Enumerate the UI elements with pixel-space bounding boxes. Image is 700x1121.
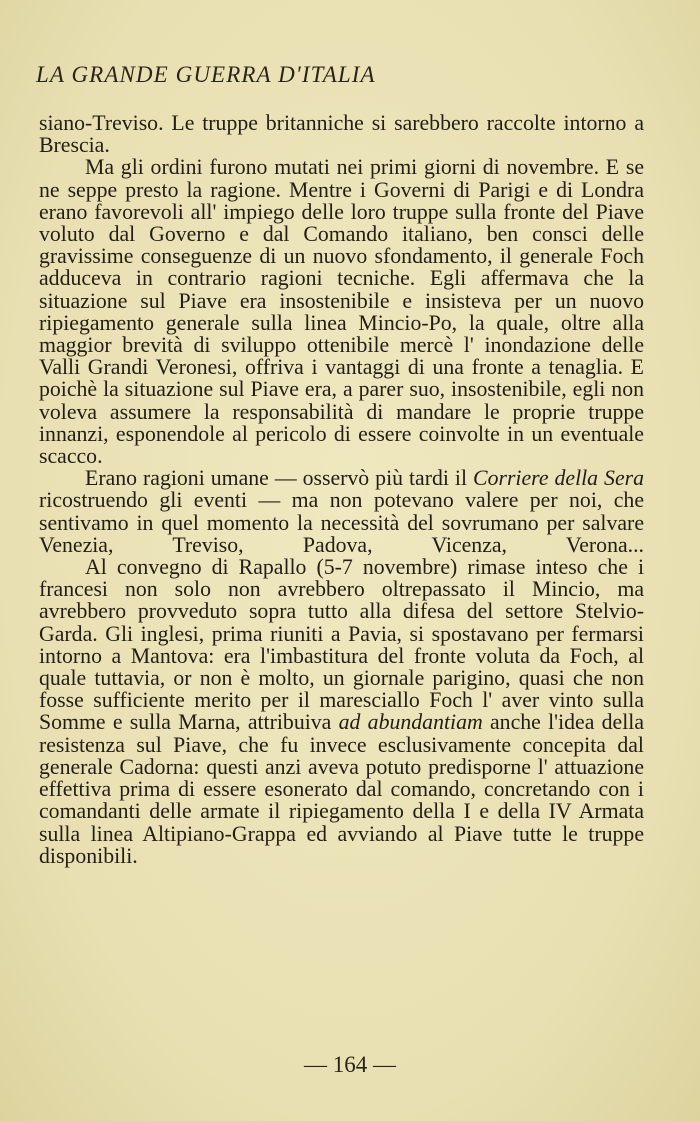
body-text [39, 112, 644, 867]
paragraph-4 [39, 556, 644, 867]
latin-phrase: ad abundantiam [338, 710, 483, 735]
paragraph-2: Ma gli ordini furono mutati nei primi giorni di novembre. E se ne seppe presto la ragione. Mentre i Governi di Parigi e di Londra erano favorevoli all' impiego delle loro truppe sulla fronte del Piave voluto dal Governo e dal Comando italiano, ben consci delle gravissime conseguenze di un nuovo sfondamento, il generale Foch adduceva in contrario ragioni tecniche. Egli affermava che la situazione sul Piave era insostenibile e insisteva per un nuovo ripiegamento generale sulla linea Mincio-Po, la quale, oltre alla maggior brevità di sviluppo ottenibile mercè l' inondazione delle Valli Grandi Veronesi, offriva i vantaggi di una fronte a tenaglia. E poichè la situazione sul Piave era, a parer suo, insostenibile, egli non voleva assumere la responsabilità di mandare le proprie truppe innanzi, esponendole al pericolo di essere coinvolte in un eventuale scacco. [39, 155, 644, 469]
page-number: — 164 — [304, 1052, 396, 1077]
paragraph-4-part-a: Al convegno di Rapallo (5-7 novembre) rimase inteso che i francesi non solo non avrebbero oltrepassato il Mincio, ma avrebbero provveduto sopra tutto alla difesa del settore Stelvio-Garda. Gli inglesi, prima riuniti a Pavia, si spostavano per fermarsi intorno a Mantova: era l'imbastitura del fronte voluta da Foch, al quale tuttavia, or non è molto, un giornale parigino, quasi che non fosse sufficiente merito per il maresciallo Foch l' aver vinto sulla Somme e sulla Marna, attribuiva [39, 555, 644, 735]
paragraph-3-part-a: Erano ragioni umane — osservò più tardi il [85, 466, 468, 491]
newspaper-title: Corriere della Sera [473, 466, 645, 491]
paragraph-4-part-b: anche l'idea della resistenza sul Piave, che fu invece esclusivamente concepita dal generale Cadorna: questi anzi aveva potuto predisporne l' attuazione effettiva prima di essere esonerato dal comando, concretando con i comandanti delle armate il ripiegamento della I e della IV Armata sulla linea Altipiano-Grappa ed avviando al Piave tutte le truppe disponibili. [39, 710, 644, 868]
paragraph-1: siano-Treviso. Le truppe britanniche si sarebbero raccolte intorno a Brescia. [39, 111, 644, 158]
running-title: LA GRANDE GUERRA D'ITALIA [36, 62, 376, 87]
paragraph-3-part-b: ricostruendo gli eventi — ma non potevano valere per noi, che sentivamo in quel momento la necessità del sovrumano per salvare Venezia, Treviso, Padova, Vicenza, Verona... [39, 488, 644, 557]
paragraph-3 [39, 467, 644, 556]
